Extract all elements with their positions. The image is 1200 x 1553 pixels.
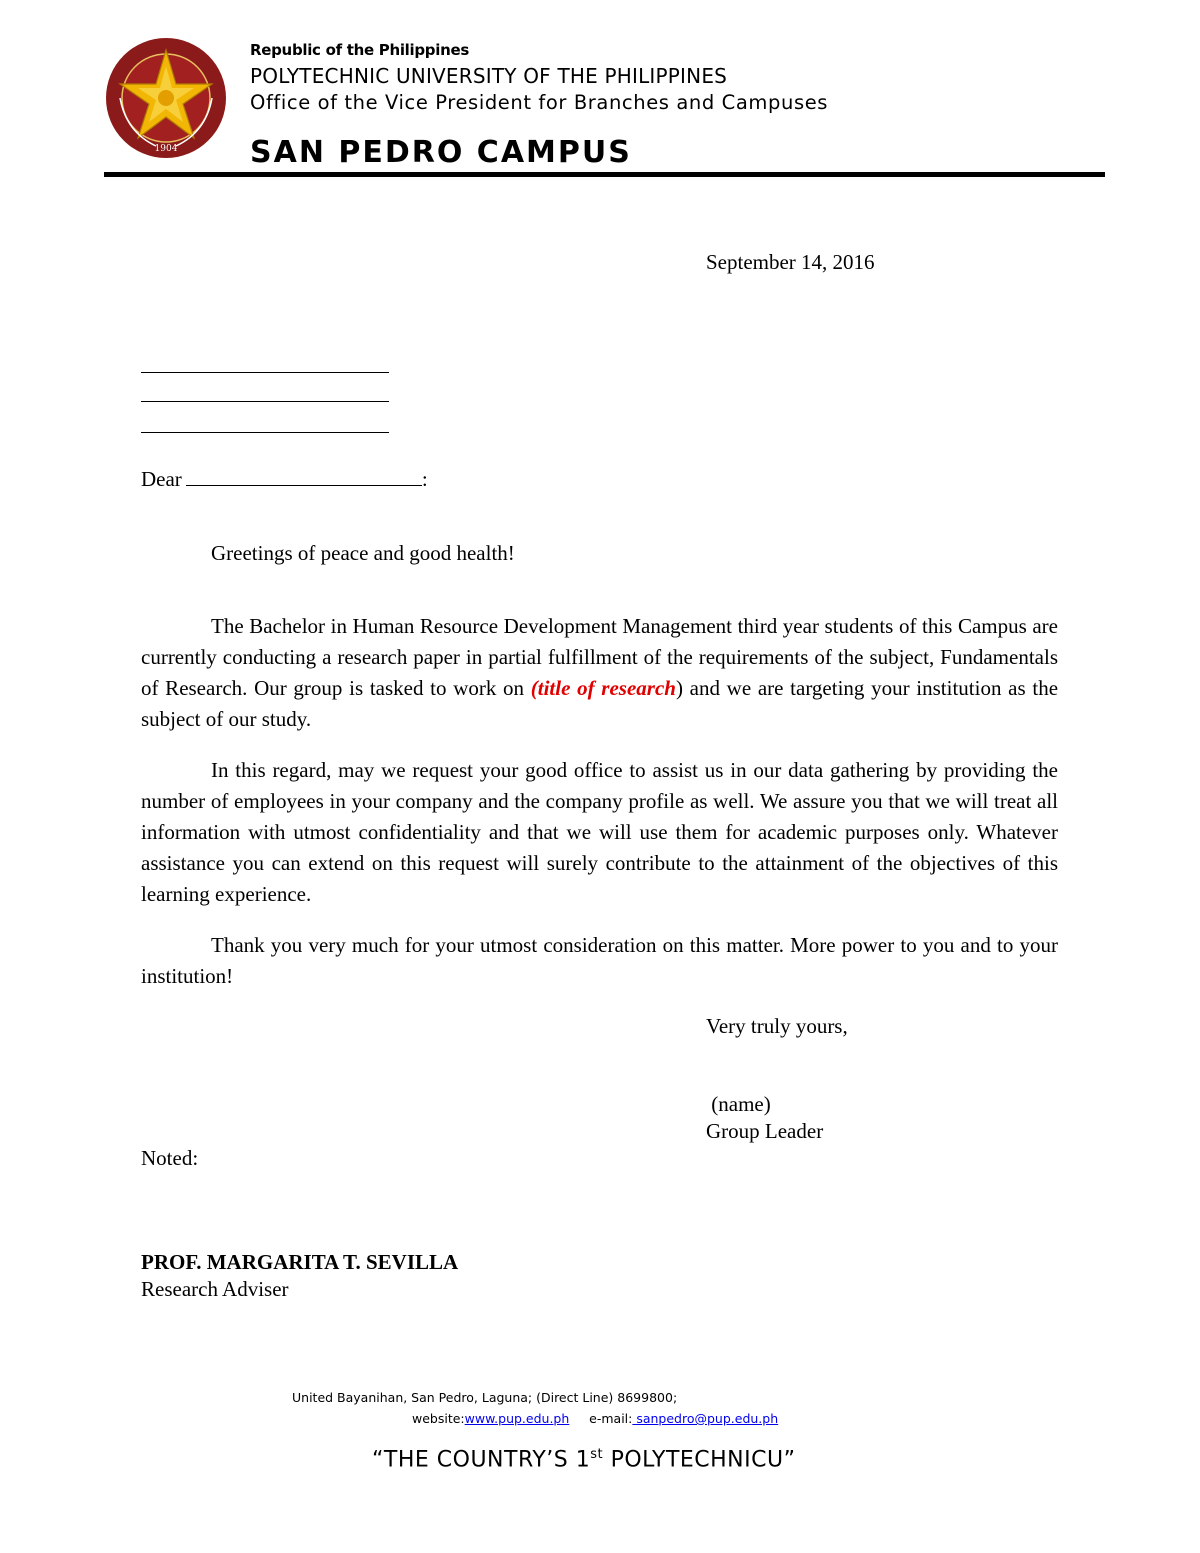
header-divider	[104, 172, 1105, 177]
motto: “THE COUNTRY’S 1st POLYTECHNICU”	[372, 1447, 796, 1473]
seal-year: 1904	[154, 144, 178, 154]
campus-name: SAN PEDRO CAMPUS	[250, 135, 632, 170]
email-link[interactable]: sanpedro@pup.edu.ph	[632, 1411, 779, 1426]
footer-contact: website:www.pup.edu.ph e-mail: sanpedro@pup.edu.ph	[412, 1411, 779, 1426]
paragraph-2: In this regard, may we request your good office to assist us in our data gathering by providing the number of employees in your company and the company profile as well. We assure you that we will treat all information with utmost confidentiality and that we will use them for academic purposes only. Whatever assistance you can extend on this request will surely contribute to the attainment of the objectives of this learning experience.	[141, 758, 1058, 906]
recipient-line-3	[141, 432, 389, 433]
salutation-blank	[186, 467, 422, 486]
office-name: Office of the Vice President for Branches and Campuses	[250, 91, 829, 114]
recipient-line-2	[141, 401, 389, 402]
paragraph-1: The Bachelor in Human Resource Development Management third year students of this Campus are currently conducting a research paper in partial fulfillment of the requirements of the subject, Fundamentals of Research. Our group is tasked to work on (title of research) and we are targeting your institution as the subject of our study.	[141, 614, 1059, 731]
recipient-line-1	[141, 372, 389, 373]
paragraph-3: Thank you very much for your utmost consideration on this matter. More power to you and to your institution!	[141, 933, 1058, 988]
closing: Very truly yours,	[706, 1014, 848, 1038]
adviser-name: PROF. MARGARITA T. SEVILLA	[141, 1250, 459, 1274]
letter-date: September 14, 2016	[706, 250, 875, 274]
website-link[interactable]: www.pup.edu.ph	[464, 1411, 570, 1426]
noted-label: Noted:	[141, 1146, 199, 1170]
signer-name: (name)	[706, 1092, 771, 1116]
research-title-placeholder: (title of research	[530, 676, 676, 700]
republic-label: Republic of the Philippines	[250, 41, 469, 59]
salutation: Dear :	[141, 467, 428, 491]
greeting: Greetings of peace and good health!	[211, 541, 515, 565]
pup-seal-icon	[104, 36, 228, 160]
footer-address: United Bayanihan, San Pedro, Laguna; (Direct Line) 8699800;	[292, 1390, 678, 1405]
signer-role: Group Leader	[706, 1119, 824, 1143]
university-name: POLYTECHNIC UNIVERSITY OF THE PHILIPPINES	[250, 64, 728, 88]
adviser-role: Research Adviser	[141, 1277, 289, 1301]
